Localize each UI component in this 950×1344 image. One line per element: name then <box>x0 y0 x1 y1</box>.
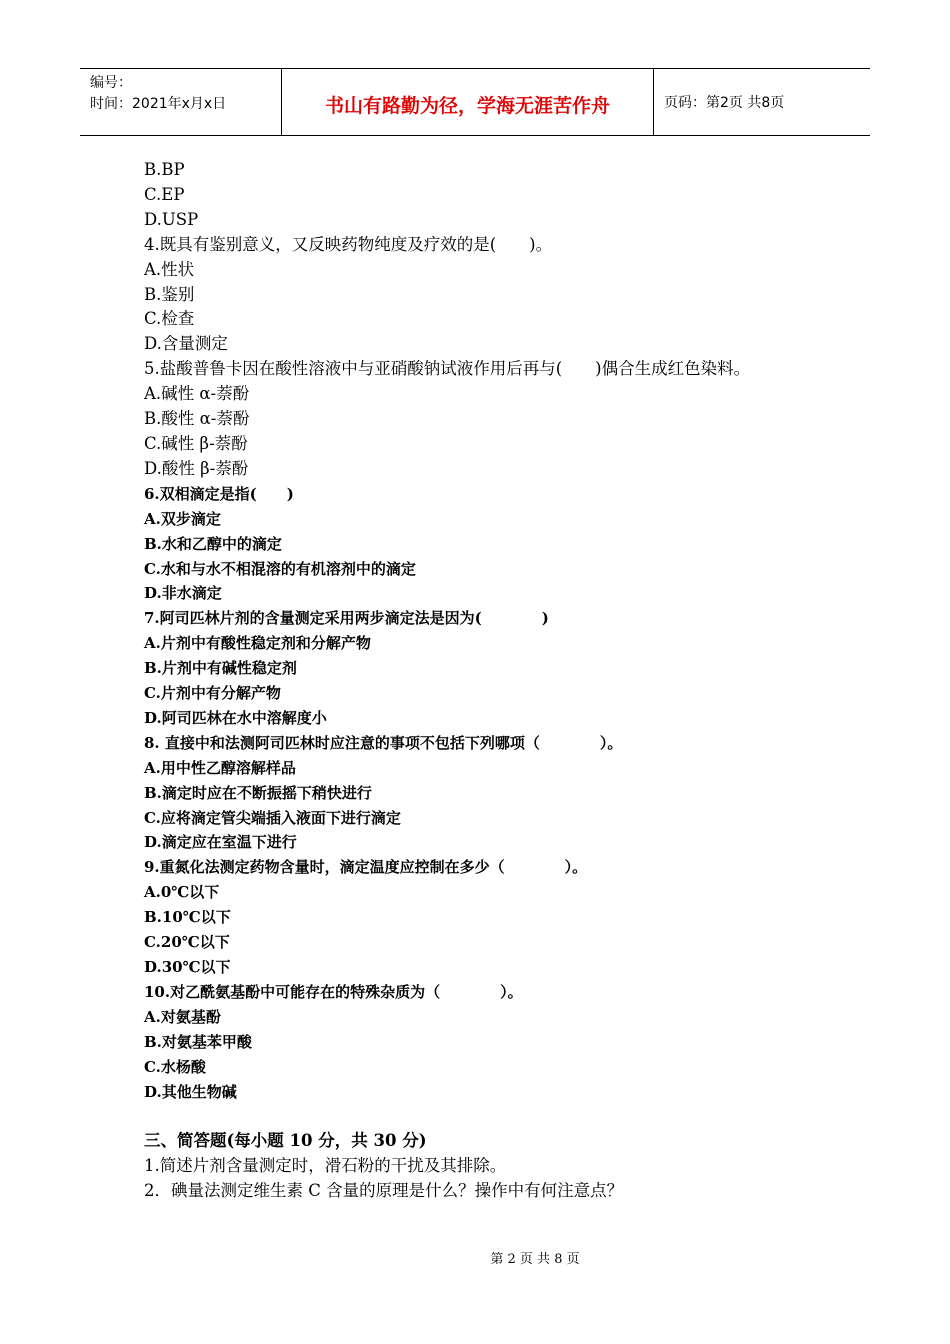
question-line: D.含量测定 <box>144 334 228 354</box>
question-line: 9.重氮化法测定药物含量时，滴定温度应控制在多少（ ）。 <box>144 858 588 877</box>
question-line: C.20℃以下 <box>144 933 230 952</box>
header-motto: 书山有路勤为径，学海无涯苦作舟 <box>282 69 654 135</box>
question-line: D.其他生物碱 <box>144 1082 237 1101</box>
question-line: A.用中性乙醇溶解样品 <box>144 758 296 777</box>
question-line: A.碱性 α-萘酚 <box>144 384 250 404</box>
question-line: D.USP <box>144 209 199 229</box>
short-answer-question-2: 2．碘量法测定维生素 C 含量的原理是什么？操作中有何注意点？ <box>144 1181 624 1201</box>
question-line: 5.盐酸普鲁卡因在酸性溶液中与亚硝酸钠试液作用后再与( )偶合生成红色染料。 <box>144 359 751 379</box>
page-footer: 第 2 页 共 8 页 <box>490 1252 580 1267</box>
question-line: B.BP <box>144 160 185 179</box>
question-line: 10.对乙酰氨基酚中可能存在的特殊杂质为（ ）。 <box>144 982 523 1001</box>
header-page-info: 页码：第2页 共8页 <box>664 95 785 111</box>
question-line: B.鉴别 <box>144 284 195 304</box>
question-line: D.阿司匹林在水中溶解度小 <box>144 708 327 727</box>
question-line: B.片剂中有碱性稳定剂 <box>144 659 297 678</box>
question-line: B.10℃以下 <box>144 908 231 927</box>
question-list <box>144 158 824 1104</box>
question-line: B.水和乙醇中的滴定 <box>144 534 282 553</box>
question-line: 4.既具有鉴别意义，又反映药物纯度及疗效的是( )。 <box>144 234 553 254</box>
question-line: D.酸性 β-萘酚 <box>144 458 249 478</box>
question-line: 7.阿司匹林片剂的含量测定采用两步滴定法是因为( ) <box>144 609 549 628</box>
question-line: A.对氨基酚 <box>144 1007 221 1026</box>
header-left-cell <box>80 69 282 135</box>
section-title: 三、简答题(每小题 10 分，共 30 分) <box>144 1131 427 1151</box>
question-line: C.碱性 β-萘酚 <box>144 433 248 453</box>
question-line: C.检查 <box>144 309 195 329</box>
question-line: B.对氨基苯甲酸 <box>144 1032 252 1051</box>
question-line: C.应将滴定管尖端插入液面下进行滴定 <box>144 808 401 827</box>
short-answer-question-1: 1.简述片剂含量测定时，滑石粉的干扰及其排除。 <box>144 1156 507 1176</box>
question-line: D.30℃以下 <box>144 958 231 976</box>
question-line: D.滴定应在室温下进行 <box>144 833 297 852</box>
question-line: B.酸性 α-萘酚 <box>144 409 250 429</box>
document-time-label: 时间：2021年x月x日 <box>90 96 227 112</box>
document-number-label: 编号： <box>90 75 132 91</box>
question-line: C.水和与水不相混溶的有机溶剂中的滴定 <box>144 559 416 578</box>
question-line: 6.双相滴定是指( ) <box>144 484 294 503</box>
question-line: C.片剂中有分解产物 <box>144 684 281 703</box>
question-line: A.片剂中有酸性稳定剂和分解产物 <box>144 634 371 653</box>
question-line: A.双步滴定 <box>144 509 221 528</box>
question-line: 8. 直接中和法测阿司匹林时应注意的事项不包括下列哪项（ ）。 <box>144 733 623 752</box>
question-line: D.非水滴定 <box>144 584 222 603</box>
question-line: C.EP <box>144 184 185 204</box>
question-line: C.水杨酸 <box>144 1057 206 1076</box>
document-body <box>144 158 824 1204</box>
page-header <box>80 68 870 136</box>
question-line: A.0℃以下 <box>144 883 220 902</box>
question-line: B.滴定时应在不断振摇下稍快进行 <box>144 783 372 802</box>
question-line: A.性状 <box>144 259 195 279</box>
